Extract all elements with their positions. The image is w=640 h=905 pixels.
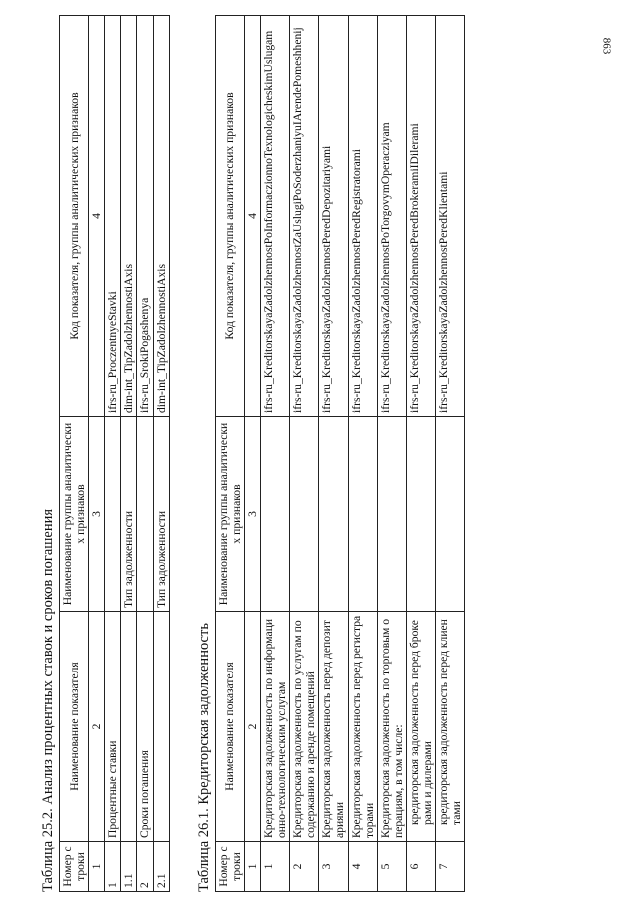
indicator-name: Кредиторская задолженность по информационно-технологическим услугам: [260, 612, 289, 842]
table-header-row: [215, 16, 244, 892]
table-row: [121, 16, 137, 892]
table-header-row: [60, 16, 89, 892]
row-number: 5: [377, 842, 406, 892]
table-row: [406, 16, 435, 892]
table-row: [105, 16, 121, 892]
header-cell: Номер строки: [60, 842, 89, 892]
index-cell: 4: [244, 16, 260, 417]
indicator-code: ifrs-ru_SrokiPogashenya: [137, 16, 153, 417]
indicator-name: кредиторская задолженность перед брокерами и дилерами: [406, 612, 435, 842]
table-row: [290, 16, 319, 892]
header-cell: Код показателя, группы аналитических признаков: [60, 16, 89, 417]
row-number: 4: [348, 842, 377, 892]
header-cell: Код показателя, группы аналитических признаков: [215, 16, 244, 417]
header-cell: Номер строки: [215, 842, 244, 892]
attribute-group: Тип задолженности: [121, 417, 137, 612]
index-cell: 2: [244, 612, 260, 842]
indicator-code: ifrs-ru_KreditorskayaZadolzhennostPoTorgovymOperacziyam: [377, 16, 406, 417]
header-cell: Наименование показателя: [215, 612, 244, 842]
indicator-code: ifrs-ru_KreditorskayaZadolzhennostPeredBrokeramiIDilerami: [406, 16, 435, 417]
index-cell: 4: [89, 16, 105, 417]
indicator-name: Кредиторская задолженность перед депозитариями: [319, 612, 348, 842]
indicator-code: dim-int_TipZadolzhennostiAxis: [121, 16, 137, 417]
row-number: 1.1: [121, 842, 137, 892]
indicator-code: ifrs-ru_ProczentnyeStavki: [105, 16, 121, 417]
page-number: 863: [600, 37, 613, 55]
attribute-group: [105, 417, 121, 612]
indicator-code: ifrs-ru_KreditorskayaZadolzhennostPoInformaczionnoTexnologicheskimUslugam: [260, 16, 289, 417]
table-row: [260, 16, 289, 892]
index-cell: 3: [244, 417, 260, 612]
row-number: 3: [319, 842, 348, 892]
indicator-name: Процентные ставки: [105, 612, 121, 842]
row-number: 2: [137, 842, 153, 892]
indicator-name: кредиторская задолженность перед клиентами: [436, 612, 465, 842]
index-cell: 1: [244, 842, 260, 892]
attribute-group: [260, 417, 289, 612]
indicator-name: Кредиторская задолженность перед регистраторами: [348, 612, 377, 842]
table-row: [348, 16, 377, 892]
row-number: 6: [406, 842, 435, 892]
table-row: [153, 16, 169, 892]
header-cell: Наименование группы аналитических признаков: [215, 417, 244, 612]
table-row: [377, 16, 406, 892]
attribute-group: [319, 417, 348, 612]
row-number: 2: [290, 842, 319, 892]
indicator-code: ifrs-ru_KreditorskayaZadolzhennostPeredKlientami: [436, 16, 465, 417]
index-cell: 2: [89, 612, 105, 842]
header-cell: Наименование показателя: [60, 612, 89, 842]
table-row: [436, 16, 465, 892]
index-cell: 1: [89, 842, 105, 892]
indicator-code: ifrs-ru_KreditorskayaZadolzhennostZaUslugiPoSoderzhaniyuIArendePomeshhenij: [290, 16, 319, 417]
indicator-code: ifrs-ru_KreditorskayaZadolzhennostPeredRegistratorami: [348, 16, 377, 417]
table2-caption: Таблица 26.1. Кредиторская задолженность: [195, 623, 212, 892]
indicator-name: Кредиторская задолженность по услугам по содержанию и аренде помещений: [290, 612, 319, 842]
table-row: [319, 16, 348, 892]
index-cell: 3: [89, 417, 105, 612]
attribute-group: [290, 417, 319, 612]
row-number: 2.1: [153, 842, 169, 892]
attribute-group: [377, 417, 406, 612]
row-number: 1: [260, 842, 289, 892]
attribute-group: [406, 417, 435, 612]
indicator-name: [153, 612, 169, 842]
table-index-row: [244, 16, 260, 892]
indicator-code: ifrs-ru_KreditorskayaZadolzhennostPeredDepozitariyami: [319, 16, 348, 417]
table-index-row: [89, 16, 105, 892]
row-number: 7: [436, 842, 465, 892]
indicator-code: dim-int_TipZadolzhennostiAxis: [153, 16, 169, 417]
row-number: 1: [105, 842, 121, 892]
attribute-group: [436, 417, 465, 612]
attribute-group: Тип задолженности: [153, 417, 169, 612]
attribute-group: [137, 417, 153, 612]
header-cell: Наименование группы аналитических признаков: [60, 417, 89, 612]
indicator-name: Сроки погашения: [137, 612, 153, 842]
accounts-payable-table: [215, 15, 466, 892]
indicator-name: Кредиторская задолженность по торговым операциям, в том числе:: [377, 612, 406, 842]
attribute-group: [348, 417, 377, 612]
rotated-page-content: [40, 12, 600, 892]
indicator-name: [121, 612, 137, 842]
table-row: [137, 16, 153, 892]
interest-rates-table: [59, 15, 170, 892]
table1-caption: Таблица 25.2. Анализ процентных ставок и сроков погашения: [40, 508, 56, 892]
